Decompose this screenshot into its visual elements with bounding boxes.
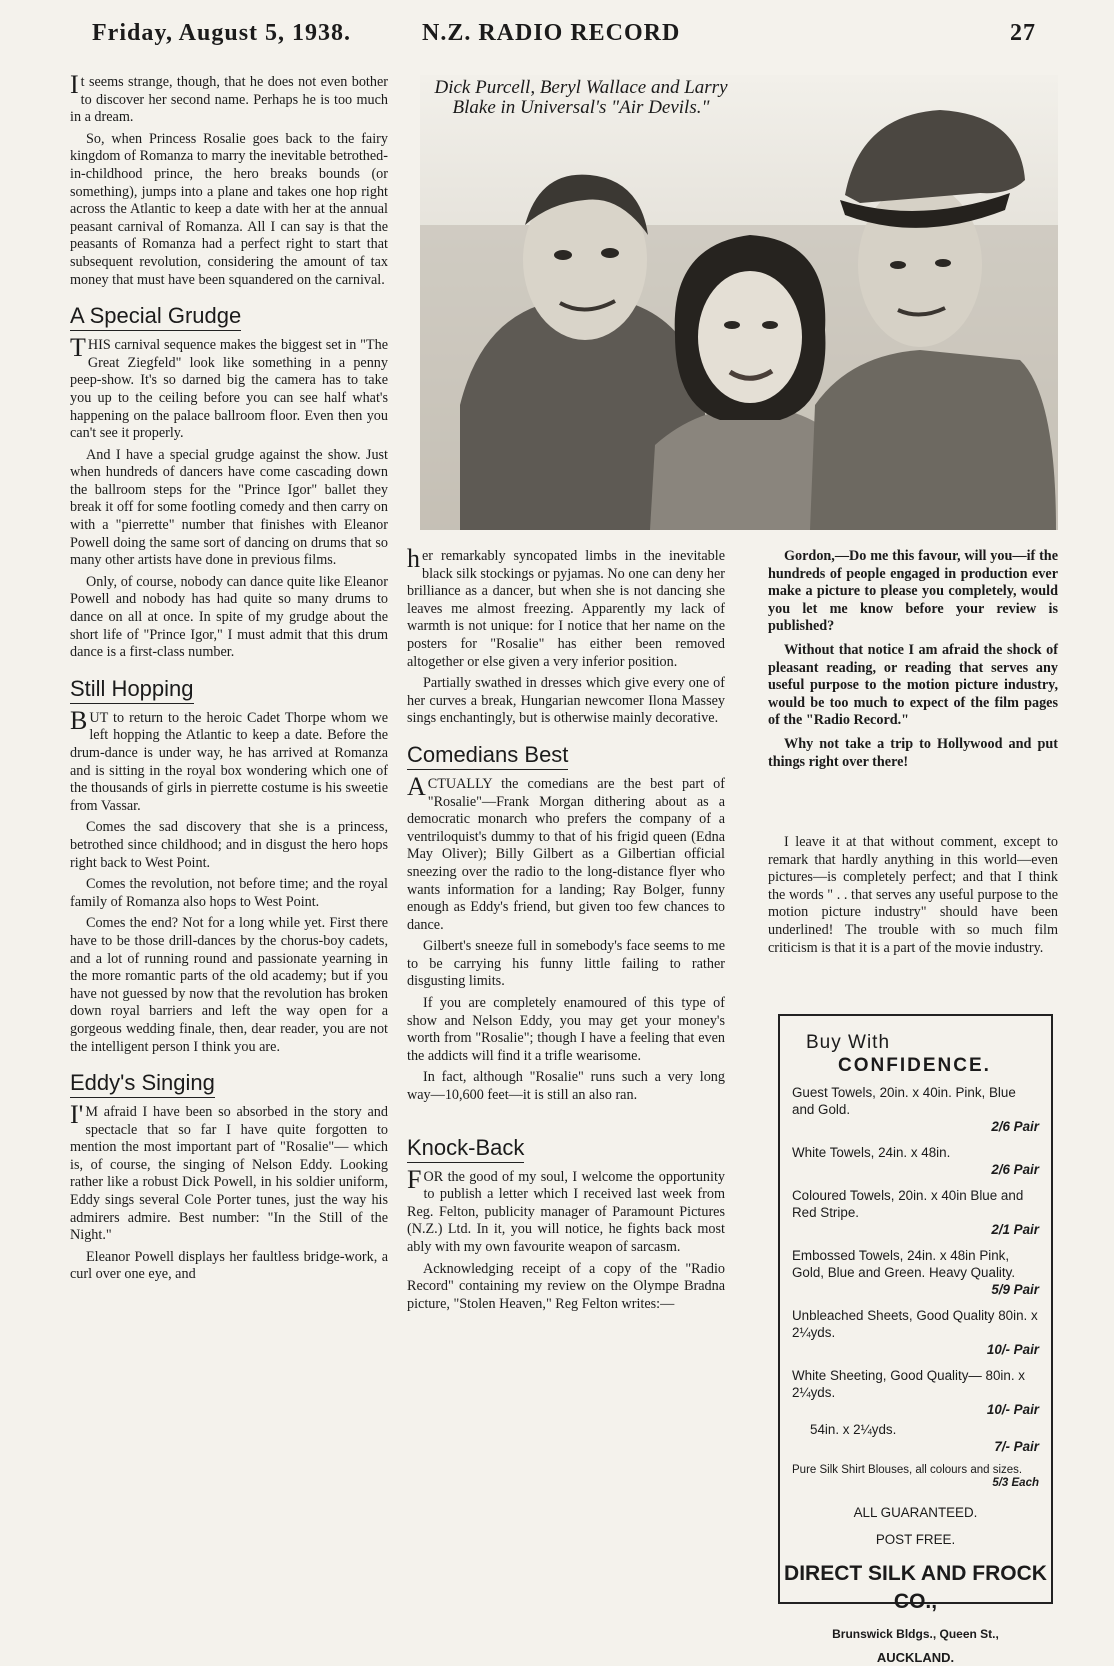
column-3-comment bbox=[768, 834, 1058, 961]
paragraph: In fact, although "Rosalie" runs such a very long way—10,600 feet—it is still an also ran. bbox=[407, 1069, 725, 1104]
issue-date: Friday, August 5, 1938. bbox=[92, 20, 352, 46]
paragraph: I leave it at that without comment, except to remark that hardly anything in this world—even pictures—is completely perfect; and that I think the words " . . that serves any useful purpose to the motion picture industry" should have been underlined! The trouble with so much film criticism is that it is a part of the movie industry. bbox=[768, 834, 1058, 956]
ad-confidence: CONFIDENCE. bbox=[838, 1055, 991, 1076]
paragraph: It seems strange, though, that he does not even bother to discover her second name. Perhaps he is too much in a dream. bbox=[70, 70, 388, 126]
ad-item-price: 2/1 Pair bbox=[991, 1222, 1039, 1237]
ad-item bbox=[792, 1144, 1039, 1178]
paragraph: ACTUALLY the comedians are the best part of "Rosalie"—Frank Morgan dithering about as a democratic monarch who prefers the company of a ventriloquist's dummy to that of his frigid queen (Edna May Oliver); Billy Gilbert as a Gilbertian official sneezing over the radio to the long-distance flyer who wants information for a landing; Ray Bolger, funny enough as Eddy's friend, but given too few chances to dance. bbox=[407, 771, 725, 933]
ad-item bbox=[792, 1187, 1039, 1238]
ad-item-text: Pure Silk Shirt Blouses, all colours and sizes. bbox=[792, 1464, 1023, 1476]
ad-item bbox=[792, 1247, 1039, 1298]
paragraph: her remarkably syncopated limbs in the inevitable black silk stockings or pyjamas. No one can deny her brilliance as a dancer, but when she is not dancing she leaves me almost freezing. Apparently my lack of warmth is not unique: for I notice that her name on the posters for "Rosalie" has either been removed altogether or else given a very inferior position. bbox=[407, 544, 725, 670]
paragraph: BUT to return to the heroic Cadet Thorpe whom we left hopping the Atlantic to keep a date. Before the drum-dance is under way, he has arrived at Romanza and is sitting in the royal box wondering which one of the thousands of girls in pierrette costume is his sweetie from Vassar. bbox=[70, 705, 388, 814]
ad-buy-with: Buy With bbox=[806, 1032, 891, 1053]
ad-post-free: POST FREE. bbox=[875, 1532, 956, 1547]
ad-item bbox=[792, 1367, 1039, 1418]
paragraph: Partially swathed in dresses which give every one of her curves a break, Hungarian newcomer Ilona Massey sings enchantingly, but is otherwise mainly decorative. bbox=[407, 675, 725, 727]
ad-item-price: 2/6 Pair bbox=[991, 1162, 1039, 1177]
paragraph: If you are completely enamoured of this type of show and Nelson Eddy, you may get your money's worth from "Rosalie"; though I have a feeling that even the addicts will find it a trifle wearisome. bbox=[407, 995, 725, 1064]
paragraph: Comes the sad discovery that she is a princess, betrothed since childhood; and in disgust the hero hops right back to West Point. bbox=[70, 819, 388, 871]
ad-item-text: Embossed Towels, 24in. x 48in Pink, Gold, Blue and Green. Heavy Quality. bbox=[792, 1248, 1016, 1280]
paragraph: Comes the end? Not for a long while yet. First there have to be those drill-dances by the chorus-boy cadets, and a lot of running round and passionate yearning in the more romantic parts of the old academy; but if you have not guessed by now that the revolution has broken down royal barriers and left the way open for a gorgeous wedding finale, then, dear reader, you are not the intelligent person I think you are. bbox=[70, 915, 388, 1055]
section-heading-still-hopping: Still Hopping bbox=[70, 676, 194, 704]
column-3-letter bbox=[768, 548, 1058, 777]
ad-city: AUCKLAND. bbox=[876, 1650, 955, 1665]
ad-address: Brunswick Bldgs., Queen St., bbox=[832, 1627, 999, 1641]
ad-item-text: Guest Towels, 20in. x 40in. Pink, Blue and Gold. bbox=[792, 1085, 1016, 1117]
film-still-photo bbox=[420, 75, 1058, 530]
photo-illustration bbox=[420, 75, 1058, 530]
paragraph: So, when Princess Rosalie goes back to the fairy kingdom of Romanza to marry the inevitable betrothed-in-childhood prince, the hero breaks bounds (or something), jumps into a plane and takes one hop right across the Atlantic to keep a date with her at the annual peasant carnival of Romanza. All I can say is that the peasants of Romanza had a perfect right to start that subsequent revolution, considering the amount of tax money that must have been squandered on the carnival. bbox=[70, 130, 388, 288]
section-heading-special-grudge: A Special Grudge bbox=[70, 303, 241, 331]
paragraph: Acknowledging receipt of a copy of the "Radio Record" containing my review on the Olympe Bradna picture, "Stolen Heaven," Reg Felton writes:— bbox=[407, 1260, 725, 1312]
column-1 bbox=[70, 70, 388, 1288]
paragraph: Gilbert's sneeze full in somebody's face seems to me to be carrying his funny little failing to rather disgusting limits. bbox=[407, 938, 725, 990]
ad-item bbox=[792, 1307, 1039, 1358]
ad-company-name: DIRECT SILK AND FROCK CO., bbox=[784, 1562, 1047, 1613]
ad-item-text: Coloured Towels, 20in. x 40in Blue and Red Stripe. bbox=[792, 1188, 1024, 1220]
ad-item-price: 10/- Pair bbox=[986, 1402, 1039, 1417]
paragraph: And I have a special grudge against the show. Just when hundreds of dancers have come cascading down the ballroom steps for the "Prince Igor" ballet they break it off for some footling comedy and then carry on with a "pierrette" number that finishes with Eleanor Powell doing the same sort of dancing on drums that so many other artists have done in previous films. bbox=[70, 446, 388, 569]
ad-item-price: 10/- Pair bbox=[986, 1342, 1039, 1357]
ad-item bbox=[792, 1084, 1039, 1135]
ad-item bbox=[792, 1464, 1039, 1490]
paragraph: Comes the revolution, not before time; and the royal family of Romanza also hops to West Point. bbox=[70, 876, 388, 910]
section-heading-knock-back: Knock-Back bbox=[407, 1135, 524, 1163]
ad-item bbox=[810, 1421, 1039, 1455]
ad-item-price: 7/- Pair bbox=[994, 1439, 1039, 1454]
ad-item-price: 5/3 Each bbox=[992, 1477, 1039, 1489]
paragraph: THIS carnival sequence makes the biggest set in "The Great Ziegfeld" look like something in a penny peep-show. It's so darned big the camera has to take you up to the ceiling before you can see half what's happening on the palace ballroom floor. Even then you can't see it properly. bbox=[70, 333, 388, 442]
paragraph: I'M afraid I have been so absorbed in the story and spectacle that so far I have quite forgotten to mention the most important part of "Rosalie"— which is, of course, the singing of Nelson Eddy. Looking rather like a robust Dick Powell, in his soldier uniform, Eddy sings several Cole Porter tunes, just the way his admirers admire. Best number: "In the Still of the Night." bbox=[70, 1100, 388, 1244]
section-heading-comedians-best: Comedians Best bbox=[407, 742, 568, 770]
advertisement-direct-silk bbox=[778, 1014, 1053, 1665]
page-number: 27 bbox=[1010, 20, 1036, 46]
ad-item-text: White Sheeting, Good Quality— 80in. x 2¼yds. bbox=[792, 1368, 1025, 1400]
ad-item-text: White Towels, 24in. x 48in. bbox=[792, 1145, 951, 1160]
masthead bbox=[0, 0, 1114, 70]
column-2 bbox=[407, 544, 725, 1317]
photo-caption: Dick Purcell, Beryl Wallace and Larry Blake in Universal's "Air Devils." bbox=[434, 77, 728, 118]
paragraph: FOR the good of my soul, I welcome the opportunity to publish a letter which I received last week from Reg. Felton, publicity manager of Paramount Pictures (N.Z.) Ltd. In it, you will notice, he fights back most ably with my own favourite weapon of sarcasm. bbox=[407, 1164, 725, 1255]
letter-paragraph: Without that notice I am afraid the shock of pleasant reading, or reading that serves any useful purpose to the motion picture industry, would be too much to expect of the film pages of the "Radio Record." bbox=[768, 641, 1058, 729]
paragraph: Eleanor Powell displays her faultless bridge-work, a curl over one eye, and bbox=[70, 1248, 388, 1283]
paragraph: Only, of course, nobody can dance quite like Eleanor Powell and nobody has had quite so many drums to dance on all at once. In spite of my grudge about the short life of "Prince Igor," I must admit that this drum dance is a first-class number. bbox=[70, 573, 388, 661]
ad-guaranteed: ALL GUARANTEED. bbox=[853, 1505, 978, 1520]
letter-paragraph: Why not take a trip to Hollywood and put things right over there! bbox=[768, 735, 1058, 770]
ad-item-price: 5/9 Pair bbox=[991, 1282, 1039, 1297]
newspaper-title: N.Z. RADIO RECORD bbox=[422, 20, 681, 46]
section-heading-eddys-singing: Eddy's Singing bbox=[70, 1070, 215, 1098]
ad-item-price: 2/6 Pair bbox=[991, 1119, 1039, 1134]
ad-item-text: 54in. x 2¼yds. bbox=[810, 1422, 897, 1437]
letter-paragraph: Gordon,—Do me this favour, will you—if the hundreds of people engaged in production ever make a picture to please you completely, would you let me know before your review is published? bbox=[768, 548, 1058, 635]
ad-item-text: Unbleached Sheets, Good Quality 80in. x 2¼yds. bbox=[792, 1308, 1038, 1340]
